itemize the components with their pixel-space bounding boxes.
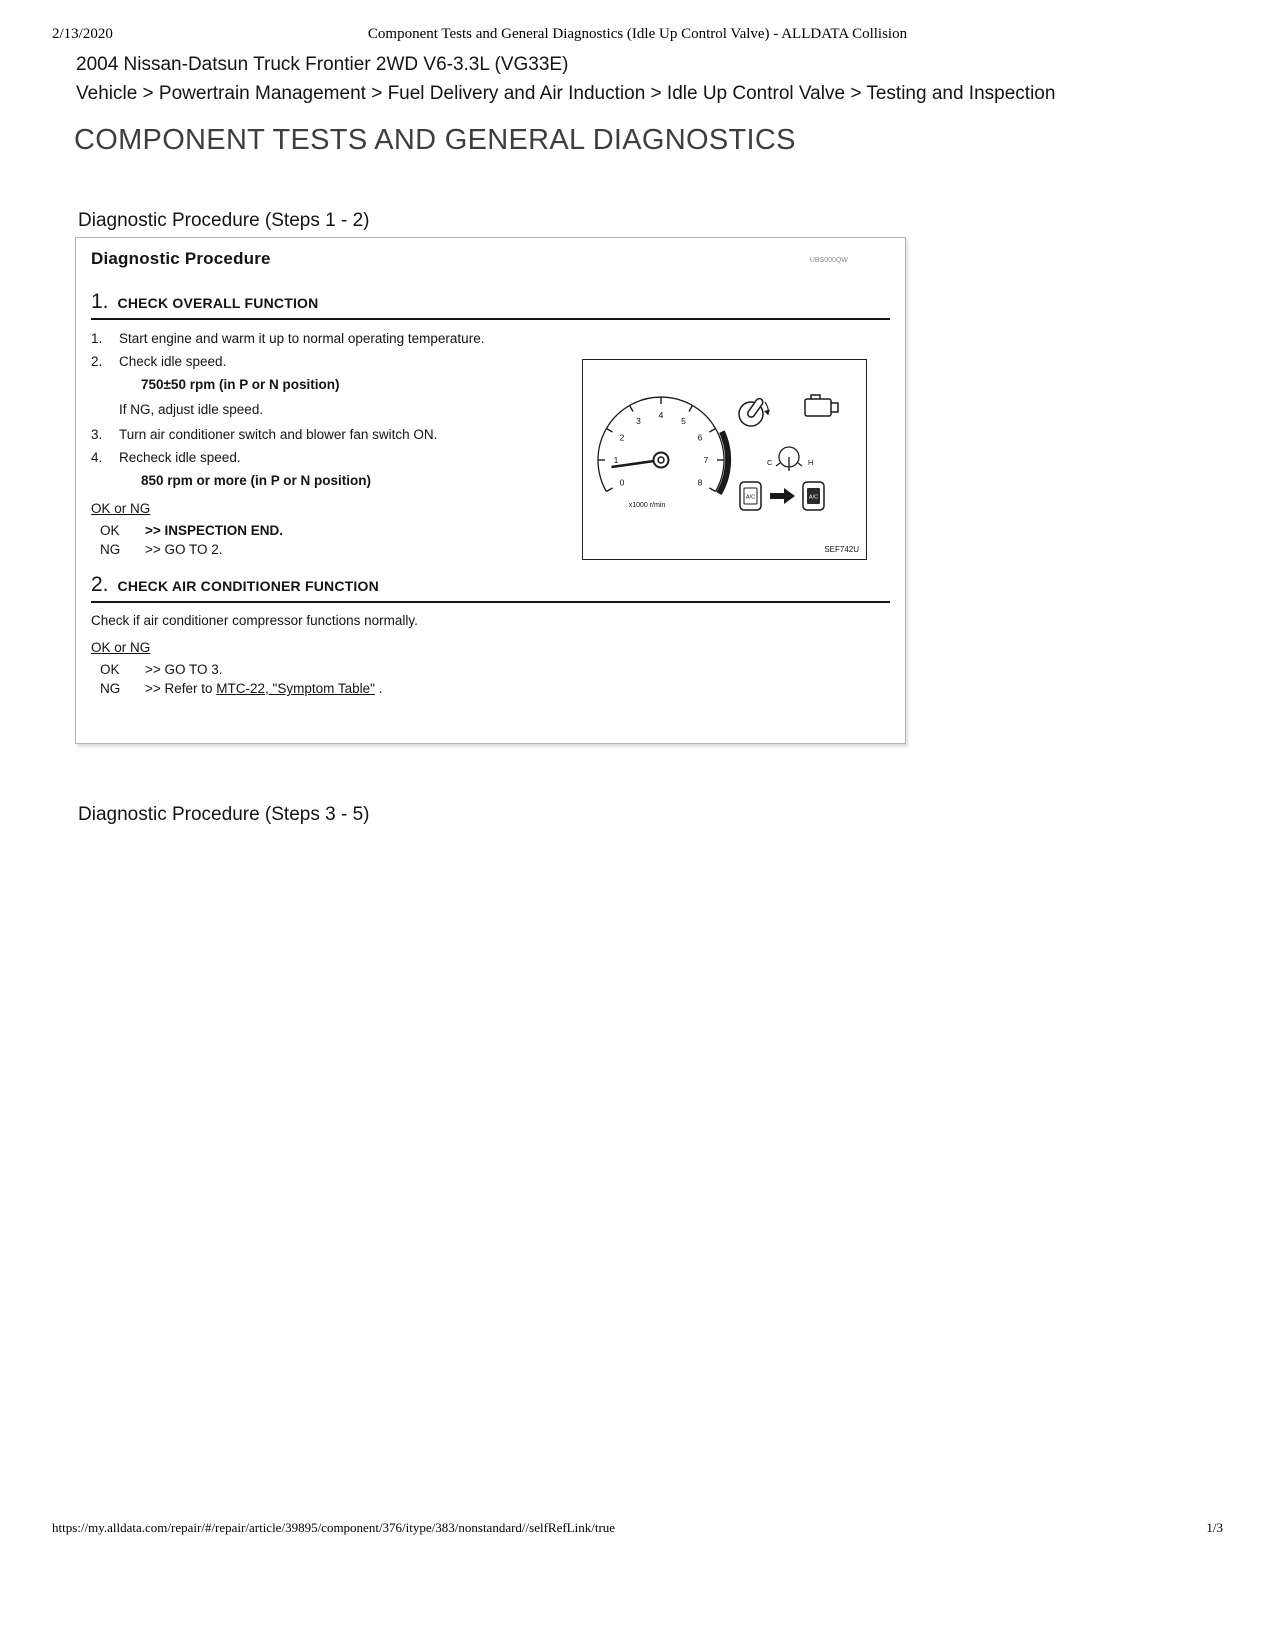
step-2-number: 2. <box>91 573 109 596</box>
list-item-number: 1. <box>91 331 103 346</box>
recheck-idle-speed-spec: 850 rpm or more (in P or N position) <box>141 473 372 488</box>
result-text: >> GO TO 2. <box>145 542 223 557</box>
step-1-title: CHECK OVERALL FUNCTION <box>117 295 319 311</box>
procedure-ref-code: UBS000QW <box>809 257 848 264</box>
dial-number: 4 <box>658 410 664 420</box>
result-label: NG <box>100 681 121 696</box>
list-item-text: Start engine and warm it up to normal operating temperature. <box>119 331 485 346</box>
result-text: >> INSPECTION END. <box>145 523 284 538</box>
adjust-note: If NG, adjust idle speed. <box>119 402 264 417</box>
list-item <box>91 350 561 373</box>
print-title: Component Tests and General Diagnostics (Idle Up Control Valve) - ALLDATA Collision <box>367 26 908 42</box>
dial-number: 7 <box>703 455 709 465</box>
ac-switch-icon <box>805 395 838 416</box>
list-item-number: 2. <box>91 354 103 369</box>
list-item <box>91 327 561 350</box>
result-row-ok <box>91 660 890 679</box>
result-text: >> GO TO 3. <box>145 662 223 677</box>
symptom-table-link[interactable]: MTC-22, "Symptom Table" <box>216 681 375 696</box>
result-text-suffix: . <box>374 681 383 696</box>
vehicle-title: 2004 Nissan-Datsun Truck Frontier 2WD V6-3.3L (VG33E) <box>76 54 569 75</box>
tachometer-figure <box>582 359 867 560</box>
idle-speed-spec: 750±50 rpm (in P or N position) <box>141 377 340 392</box>
dial-number: 1 <box>613 455 619 465</box>
step-1-header <box>91 290 890 320</box>
ignition-knob-icon <box>739 397 770 426</box>
ac-button-on-icon <box>803 482 824 510</box>
ac-button-label: A/C <box>745 494 756 501</box>
step-2-title: CHECK AIR CONDITIONER FUNCTION <box>117 578 379 594</box>
procedure-box-header <box>91 249 890 269</box>
list-item-number: 4. <box>91 450 103 465</box>
ok-or-ng-text: OK or NG <box>91 501 151 516</box>
temperature-dial-icon <box>767 447 813 471</box>
footer-page-number: 1/3 <box>1206 1520 1223 1535</box>
figure-code-label: SEF742U <box>824 545 859 554</box>
dial-hot-label: H <box>808 458 814 467</box>
step-1-instructions <box>91 327 561 493</box>
result-text <box>145 679 382 698</box>
step-2-body: Check if air conditioner compressor functions normally. <box>91 613 418 628</box>
result-row-ng <box>91 679 890 698</box>
dial-cold-label: C <box>767 458 773 467</box>
ok-or-ng-text: OK or NG <box>91 640 151 655</box>
step-2-header <box>91 573 890 603</box>
dial-number: 6 <box>697 432 703 443</box>
dial-number: 2 <box>619 432 625 443</box>
result-label: NG <box>100 542 121 557</box>
dial-number: 0 <box>619 477 625 488</box>
list-item-text: Check idle speed. <box>119 354 227 369</box>
section-title-steps-3-5: Diagnostic Procedure (Steps 3 - 5) <box>78 804 370 825</box>
section-title-steps-1-2: Diagnostic Procedure (Steps 1 - 2) <box>78 210 370 231</box>
list-item <box>91 446 561 469</box>
result-label: OK <box>100 523 120 538</box>
page-title: COMPONENT TESTS AND GENERAL DIAGNOSTICS <box>74 124 796 156</box>
ok-or-ng-label <box>91 636 890 660</box>
list-item-text: Recheck idle speed. <box>119 450 241 465</box>
list-item-number: 3. <box>91 427 103 442</box>
dial-number: 5 <box>681 416 686 426</box>
breadcrumb: Vehicle > Powertrain Management > Fuel Delivery and Air Induction > Idle Up Control Valve > Testing and Inspection <box>76 83 1056 104</box>
result-text-prefix: >> Refer to <box>145 681 217 696</box>
tachometer-dial-numbers <box>614 410 709 488</box>
print-date: 2/13/2020 <box>52 26 113 42</box>
ac-button-label: A/C <box>808 494 819 501</box>
dial-number: 8 <box>697 477 703 488</box>
procedure-box-title: Diagnostic Procedure <box>91 249 271 268</box>
tachometer-illustration <box>583 360 866 559</box>
result-label: OK <box>100 662 120 677</box>
diagnostic-procedure-box <box>75 237 906 744</box>
dial-number: 3 <box>636 416 641 426</box>
step-1-number: 1. <box>91 290 109 313</box>
arrow-right-icon <box>770 488 795 504</box>
ac-button-off-icon <box>740 482 761 510</box>
ac-buttons-row <box>740 482 824 510</box>
list-item-text: Turn air conditioner switch and blower fan switch ON. <box>119 427 438 442</box>
footer-url: https://my.alldata.com/repair/#/repair/article/39895/component/376/itype/383/nonstandard//selfRefLink/true <box>52 1520 616 1535</box>
tachometer-needle <box>612 453 669 468</box>
list-item <box>91 423 561 446</box>
tachometer-unit-label: x1000 r/min <box>628 502 666 509</box>
